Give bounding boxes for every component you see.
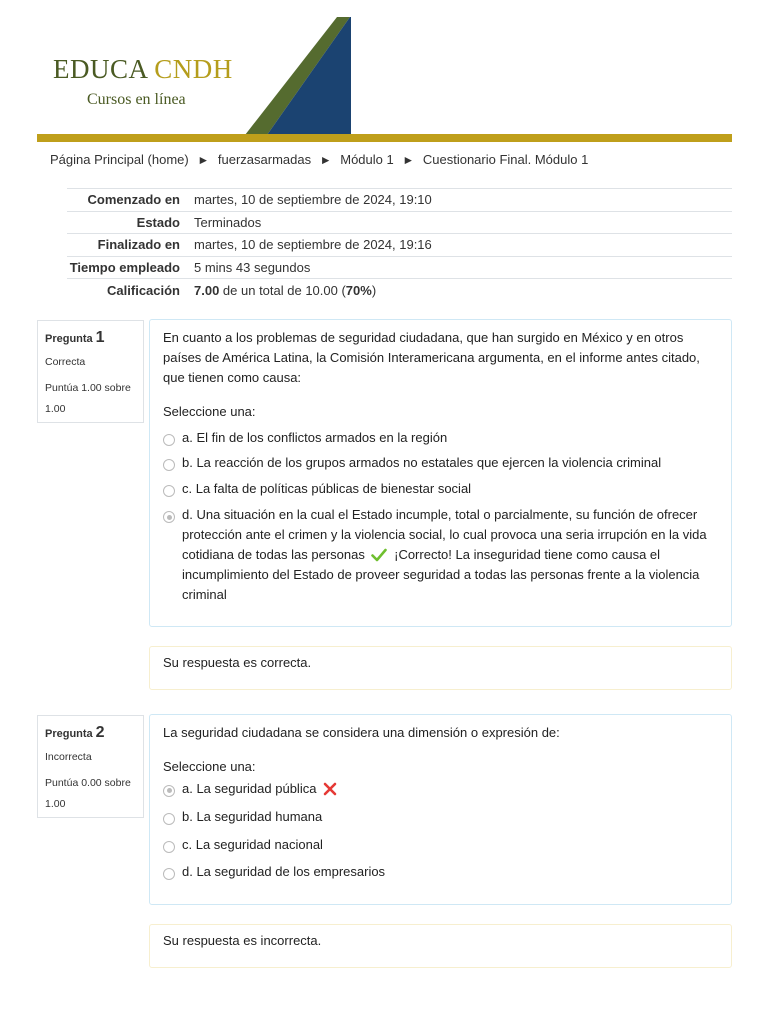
question-2-outcome: Su respuesta es incorrecta. bbox=[149, 924, 732, 968]
question-number: 2 bbox=[95, 724, 105, 741]
question-label: Pregunta bbox=[45, 333, 93, 345]
radio-button[interactable] bbox=[163, 813, 175, 825]
answer-option-a bbox=[163, 428, 718, 448]
cross-icon bbox=[323, 782, 337, 796]
answer-feedback: ¡Correcto! La inseguridad tiene como causa el incumplimiento del Estado de proveer seguridad a todas las personas frente a la violencia criminal bbox=[182, 546, 700, 602]
grade-percent: 70% bbox=[345, 282, 372, 298]
summary-row-finished bbox=[67, 234, 732, 257]
summary-label: Comenzado en bbox=[67, 189, 188, 212]
breadcrumb-home-link[interactable]: Página Principal (home) bbox=[50, 152, 189, 167]
answer-option-content bbox=[182, 505, 718, 604]
radio-button-selected[interactable] bbox=[163, 511, 175, 523]
answer-option-label: a. El fin de los conflictos armados en la región bbox=[182, 429, 448, 445]
summary-row-time-taken bbox=[67, 256, 732, 279]
logo-subtitle: Cursos en línea bbox=[87, 91, 186, 108]
summary-label: Finalizado en bbox=[67, 234, 188, 257]
answer-option-label: c. La seguridad nacional bbox=[182, 836, 323, 852]
breadcrumb-module-link[interactable]: Módulo 1 bbox=[340, 152, 394, 167]
header-gold-bar bbox=[37, 134, 732, 142]
answer-option-d bbox=[163, 862, 718, 882]
answer-options bbox=[163, 779, 718, 883]
breadcrumb-separator: ► bbox=[197, 153, 210, 167]
breadcrumb-quiz-link[interactable]: Cuestionario Final. Módulo 1 bbox=[422, 152, 589, 167]
answer-option-label: d. La seguridad de los empresarios bbox=[182, 864, 386, 880]
grade-score: 7.00 bbox=[194, 282, 220, 298]
answer-option-label: b. La seguridad humana bbox=[182, 808, 323, 824]
summary-row-started bbox=[67, 189, 732, 212]
breadcrumb-separator: ► bbox=[319, 153, 332, 167]
answer-option-b bbox=[163, 807, 718, 827]
breadcrumb-separator: ► bbox=[402, 153, 415, 167]
summary-row-grade bbox=[67, 279, 732, 302]
attempt-summary-table bbox=[67, 188, 732, 301]
answer-options bbox=[163, 428, 718, 605]
question-2-formulation bbox=[149, 714, 732, 905]
summary-row-state bbox=[67, 211, 732, 234]
check-icon bbox=[371, 548, 387, 562]
summary-label: Tiempo empleado bbox=[67, 256, 188, 279]
question-label: Pregunta bbox=[45, 728, 93, 740]
question-1-formulation bbox=[149, 319, 732, 627]
radio-button[interactable] bbox=[163, 485, 175, 497]
radio-button[interactable] bbox=[163, 459, 175, 471]
logo-word-cndh: CNDH bbox=[154, 54, 233, 84]
question-text: En cuanto a los problemas de seguridad ciudadana, que han surgido en México y en otros países de América Latina, la Comisión Interamericana argumenta, en el informe antes citado, que tienen como causa: bbox=[163, 330, 700, 385]
summary-value: martes, 10 de septiembre de 2024, 19:16 bbox=[188, 234, 732, 257]
summary-label: Calificación bbox=[67, 279, 188, 302]
radio-button-selected[interactable] bbox=[163, 785, 175, 797]
question-state: Incorrecta bbox=[45, 751, 92, 764]
site-header bbox=[37, 17, 732, 142]
summary-value: Terminados bbox=[188, 211, 732, 234]
logo-emblem-graphic bbox=[245, 17, 353, 135]
question-mark: Puntúa 0.00 sobre 1.00 bbox=[45, 777, 131, 811]
question-state: Correcta bbox=[45, 356, 86, 369]
answer-option-b bbox=[163, 453, 718, 473]
answer-prompt: Seleccione una: bbox=[163, 758, 256, 774]
question-2-info bbox=[37, 715, 144, 818]
grade-middle-text: de un total de 10.00 ( bbox=[219, 282, 346, 298]
radio-button[interactable] bbox=[163, 841, 175, 853]
question-number: 1 bbox=[95, 329, 105, 346]
answer-option-label: a. La seguridad pública bbox=[182, 780, 317, 796]
summary-label: Estado bbox=[67, 211, 188, 234]
question-1-info bbox=[37, 320, 144, 423]
radio-button[interactable] bbox=[163, 868, 175, 880]
breadcrumb bbox=[50, 152, 588, 167]
answer-option-c bbox=[163, 835, 718, 855]
grade-value bbox=[188, 279, 732, 302]
site-logo-title[interactable] bbox=[53, 54, 233, 85]
answer-option-label: d. Una situación en la cual el Estado incumple, total o parcialmente, su función de ofrecer protección ante el crimen y la violencia social, lo cual provoca una seria irrupción en la vida cotidiana de todas las personas bbox=[182, 507, 707, 562]
summary-value: 5 mins 43 segundos bbox=[188, 256, 732, 279]
answer-option-label: b. La reacción de los grupos armados no estatales que ejercen la violencia criminal bbox=[182, 455, 662, 471]
logo-word-educa: EDUCA bbox=[53, 54, 148, 84]
summary-value: martes, 10 de septiembre de 2024, 19:10 bbox=[188, 189, 732, 212]
breadcrumb-course-link[interactable]: fuerzasarmadas bbox=[217, 152, 312, 167]
question-text: La seguridad ciudadana se considera una dimensión o expresión de: bbox=[163, 725, 560, 740]
answer-option-content bbox=[182, 779, 718, 799]
question-1-outcome: Su respuesta es correcta. bbox=[149, 646, 732, 690]
answer-option-a bbox=[163, 779, 718, 799]
answer-option-c bbox=[163, 479, 718, 499]
answer-option-d bbox=[163, 505, 718, 604]
question-mark: Puntúa 1.00 sobre 1.00 bbox=[45, 382, 131, 416]
radio-button[interactable] bbox=[163, 434, 175, 446]
grade-end-text: ) bbox=[371, 282, 377, 298]
answer-prompt: Seleccione una: bbox=[163, 403, 256, 419]
answer-option-label: c. La falta de políticas públicas de bienestar social bbox=[182, 481, 472, 497]
